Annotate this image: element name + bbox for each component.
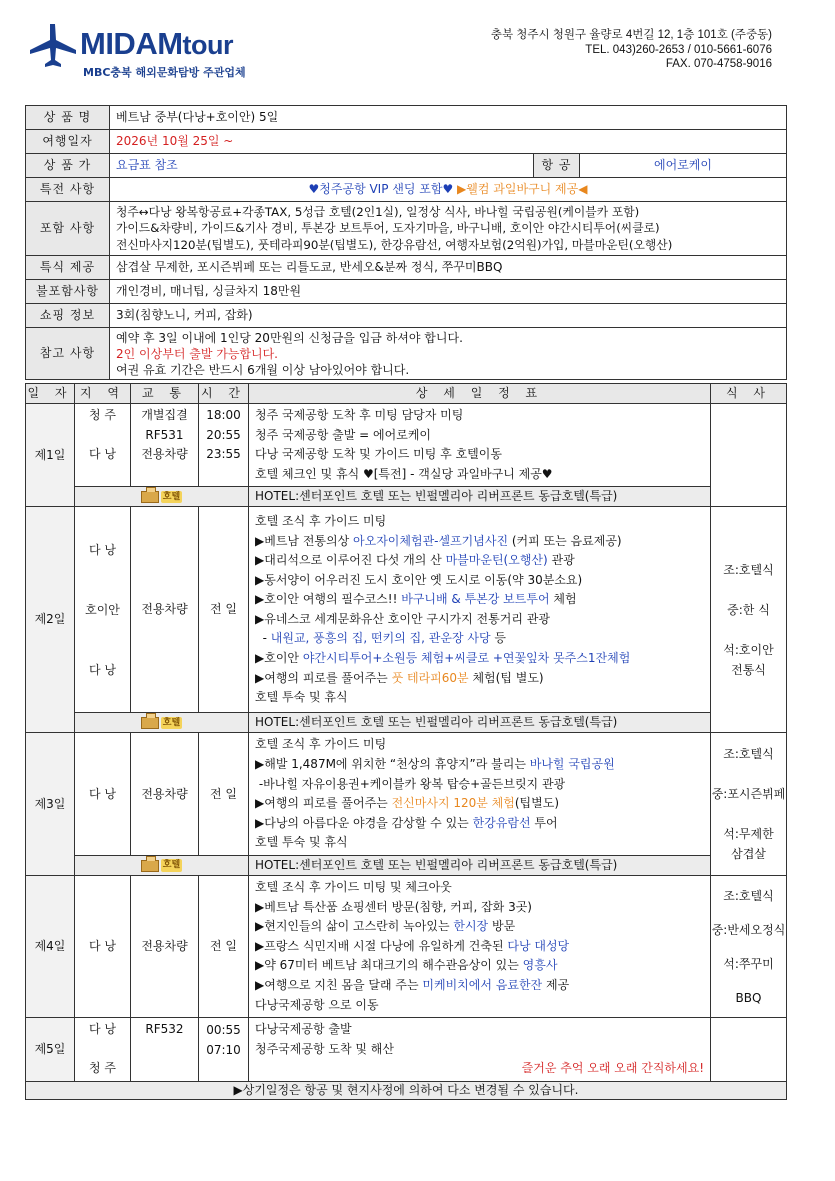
day5-time: 00:55 07:10	[199, 1018, 249, 1082]
day1-hotel-row	[26, 487, 787, 507]
include-line: 전신마사지120분(팁별도), 풋테라피90분(팁별도), 한강유람선, 여행자보험(2억원)가입, 마블마운틴(오행산)	[116, 237, 673, 252]
day5-transport: RF532	[131, 1018, 199, 1082]
day2-time: 전 일	[199, 507, 249, 713]
day3-hotel-row	[26, 855, 787, 875]
info-row-product	[26, 106, 787, 130]
info-row-meal	[26, 256, 787, 280]
contact-info	[491, 28, 772, 72]
label-exclude: 불포함사항	[26, 280, 110, 304]
info-row-special	[26, 178, 787, 202]
header-detail: 상 세 일 정 표	[249, 384, 711, 404]
hotel-badge: 호텔	[75, 487, 249, 507]
day3-transport: 전용차량	[131, 733, 199, 856]
day2-detail: 호텔 조식 후 가이드 미팅 ▶베트남 전통의상 아오자이체험관-셀프기념사진 (커피 또는 음료제공) ▶대리석으로 이루어진 다섯 개의 산 마블마운틴(오행산) 관광 ▶동서양이 어우러진 도시 호이안 옛 도시로 이동(약 30분소요) ▶호이안 여행의 필수코스!! 바구니배 & 투본강 보트투어 체험 ▶유네스코 세계문화유산 호이안 구시가지 전통거리 관광 - 내원교, 풍흥의 집, 떤키의 집, 관운장 사당 등 ▶호이안 야간시티투어+소원등 체험+씨클로 +연꽃잎차 못주스1잔체험 ▶여행의 피로를 풀어주는 풋 테라피60분 체험(팁 별도) 호텔 투숙 및 휴식	[249, 507, 711, 713]
product-info-table	[25, 105, 787, 380]
label-note: 참고 사항	[26, 328, 110, 380]
info-row-date	[26, 130, 787, 154]
include-line: 가이드&차량비, 가이드&기사 경비, 투본강 보트투어, 도자기마을, 바구니배, 호이안 야간시티투어(씨클로)	[116, 221, 660, 236]
day2-region: 다 낭 호이안 다 낭	[75, 507, 131, 713]
day1-transport: 개별집결 RF531 전용차량	[131, 404, 199, 487]
day1-detail: 청주 국제공항 도착 후 미팅 담당자 미팅 청주 국제공항 출발 = 에어로케이 다낭 국제공항 도착 및 가이드 미팅 후 호텔이동 호텔 체크인 및 휴식 ♥[특전] - 객실당 과일바구니 제공♥	[249, 404, 711, 487]
include-line: 청주↔다낭 왕복항공료+각종TAX, 5성급 호텔(2인1실), 일정상 식사, 바나힐 국립공원(케이블카 포함)	[116, 204, 640, 219]
label-date: 여행일자	[26, 130, 110, 154]
header-time: 시 간	[199, 384, 249, 404]
day3-time: 전 일	[199, 733, 249, 856]
company-logo	[28, 22, 288, 80]
info-row-include	[26, 202, 787, 256]
value-price: 요금표 참조	[110, 154, 534, 178]
day4-label: 제4일	[26, 875, 75, 1017]
header-meal: 식 사	[711, 384, 787, 404]
brand-slogan: MBC충북 해외문화탐방 주관업체	[83, 66, 246, 79]
value-product: 베트남 중부(다낭+호이안) 5일	[110, 106, 787, 130]
day1-row	[26, 404, 787, 487]
day2-transport: 전용차량	[131, 507, 199, 713]
itinerary-table	[25, 383, 787, 1100]
info-row-note	[26, 328, 787, 380]
page-header	[28, 22, 788, 82]
header-transport: 교 통	[131, 384, 199, 404]
label-product: 상 품 명	[26, 106, 110, 130]
itinerary-header-row	[26, 384, 787, 404]
day3-meal: 조:호텔식 중:포시즌뷔페 석:무제한 삼겹살	[711, 733, 787, 876]
day4-detail: 호텔 조식 후 가이드 미팅 및 체크아웃 ▶베트남 특산품 쇼핑센터 방문(침향, 커피, 잡화 3곳) ▶현지인들의 삶이 고스란히 녹아있는 한시장 방문 ▶프랑스 식민지배 시절 다낭에 유일하게 건축된 다낭 대성당 ▶약 67미터 베트남 최대크기의 해수관음상이 있는 영흥사 ▶여행으로 지친 몸을 달래 주는 미케비치에서 음료한잔 제공 다낭국제공항 으로 이동	[249, 875, 711, 1017]
phone: TEL. 043)260-2653 / 010-5661-6076	[585, 43, 772, 56]
label-price: 상 품 가	[26, 154, 110, 178]
day2-hotel: HOTEL:센터포인트 호텔 또는 빈펄멜리아 리버프론트 동급호텔(특급)	[249, 713, 711, 733]
day4-time: 전 일	[199, 875, 249, 1017]
value-airline: 에어로케이	[580, 154, 787, 178]
day2-row	[26, 507, 787, 713]
day1-hotel: HOTEL:센터포인트 호텔 또는 빈펄멜리아 리버프론트 동급호텔(특급)	[249, 487, 711, 507]
value-include	[110, 202, 787, 256]
brand-name: MIDAMtour	[80, 26, 234, 61]
day1-label: 제1일	[26, 404, 75, 507]
footer-row	[26, 1081, 787, 1099]
day2-label: 제2일	[26, 507, 75, 733]
hotel-badge: 호텔	[75, 713, 249, 733]
day3-hotel: HOTEL:센터포인트 호텔 또는 빈펄멜리아 리버프론트 동급호텔(특급)	[249, 855, 711, 875]
day4-row	[26, 875, 787, 1017]
day4-region: 다 낭	[75, 875, 131, 1017]
day2-hotel-row	[26, 713, 787, 733]
day5-detail: 다낭국제공항 출발 청주국제공항 도착 및 해산 즐거운 추억 오래 오래 간직하세요!	[249, 1018, 711, 1082]
hotel-icon	[141, 860, 159, 872]
day2-meal: 조:호텔식 중:한 식 석:호이안 전통식	[711, 507, 787, 733]
header-region: 지 역	[75, 384, 131, 404]
day3-region: 다 낭	[75, 733, 131, 856]
label-shopping: 쇼핑 정보	[26, 304, 110, 328]
day5-meal	[711, 1018, 787, 1082]
day5-region: 다 낭 청 주	[75, 1018, 131, 1082]
day1-time: 18:00 20:55 23:55	[199, 404, 249, 487]
day3-label: 제3일	[26, 733, 75, 876]
special-fruit-basket: ▶웰컴 과일바구니 제공◀	[457, 182, 588, 197]
info-row-price	[26, 154, 787, 178]
value-exclude: 개인경비, 매너팁, 싱글차지 18만원	[110, 280, 787, 304]
day1-meal	[711, 404, 787, 507]
info-row-exclude	[26, 280, 787, 304]
special-vip-sending: ♥청주공항 VIP 샌딩 포함♥	[308, 182, 454, 197]
note-line: 2인 이상부터 출발 가능합니다.	[116, 346, 278, 361]
value-date: 2026년 10월 25일 ~	[110, 130, 787, 154]
label-airline: 항 공	[534, 154, 580, 178]
footer-note: ▶상기일정은 항공 및 현지사정에 의하여 다소 변경될 수 있습니다.	[26, 1081, 787, 1099]
hotel-icon	[141, 717, 159, 729]
value-note	[110, 328, 787, 380]
day1-region: 청 주 다 낭	[75, 404, 131, 487]
label-include: 포함 사항	[26, 202, 110, 256]
day4-meal: 조:호텔식 중:반세오정식 석:쭈꾸미BBQ	[711, 875, 787, 1017]
label-meal: 특식 제공	[26, 256, 110, 280]
value-special	[110, 178, 787, 202]
day5-label: 제5일	[26, 1018, 75, 1082]
value-meal: 삼겹살 무제한, 포시즌뷔페 또는 리틀도쿄, 반세오&분짜 정식, 쭈꾸미BBQ	[110, 256, 787, 280]
day4-transport: 전용차량	[131, 875, 199, 1017]
note-line: 여권 유효 기간은 반드시 6개월 이상 남아있어야 합니다.	[116, 362, 410, 377]
day3-row	[26, 733, 787, 856]
address: 충북 청주시 청원구 율량로 4번길 12, 1층 101호 (주중동)	[490, 29, 772, 41]
day3-detail: 호텔 조식 후 가이드 미팅 ▶해발 1,487M에 위치한 “천상의 휴양지”라 불리는 바나힐 국립공원 -바나힐 자유이용권+케이블카 왕복 탑승+골든브릿지 관광 ▶여행의 피로를 풀어주는 전신마사지 120분 체험(팁별도) ▶다낭의 아름다운 야경을 감상할 수 있는 한강유람선 투어 호텔 투숙 및 휴식	[249, 733, 711, 856]
header-day: 일 자	[26, 384, 75, 404]
note-line: 예약 후 3일 이내에 1인당 20만원의 신청금을 입금 하셔야 합니다.	[116, 330, 463, 345]
label-special: 특전 사항	[26, 178, 110, 202]
airplane-icon	[28, 24, 78, 68]
info-row-shopping	[26, 304, 787, 328]
fax: FAX. 070-4758-9016	[665, 58, 772, 70]
hotel-icon	[141, 491, 159, 503]
value-shopping: 3회(침향노니, 커피, 잡화)	[110, 304, 787, 328]
day5-row	[26, 1018, 787, 1082]
hotel-badge: 호텔	[75, 855, 249, 875]
